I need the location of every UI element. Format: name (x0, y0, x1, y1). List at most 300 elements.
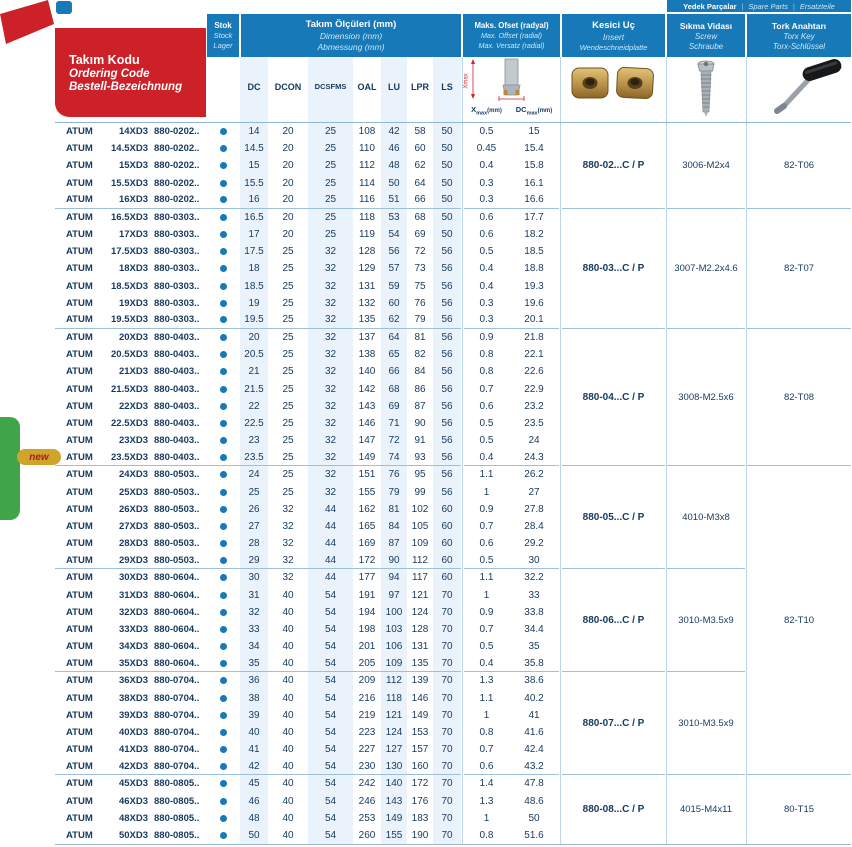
dim-value-cell: 19.6 (524, 297, 544, 309)
tool-size: 14.5XD3 (111, 143, 148, 155)
dim-value-cell: 140 (385, 778, 403, 790)
dim-value-cell: 17.5 (244, 246, 264, 258)
table-body (55, 122, 851, 845)
stock-cell (207, 243, 240, 260)
dim-value-cell: 54 (324, 623, 337, 635)
dim-value-cell: 30 (509, 552, 559, 569)
blue-corner-chip (56, 1, 72, 14)
tool-order-code: 880-0604.. (154, 641, 200, 653)
dim-value-cell: 0.45 (476, 143, 497, 155)
tool-order-code: 880-0202.. (154, 177, 200, 189)
offset-label-tr: Maks. Ofset (radyal) (474, 21, 549, 30)
dim-value-cell: 70 (441, 692, 453, 704)
dim-value-cell: 25 (282, 297, 294, 309)
stock-dot (220, 489, 227, 496)
dim-value-cell: 216 (358, 692, 376, 704)
dim-value-cell: 26 (248, 503, 260, 515)
tool-size: 39XD3 (118, 709, 148, 721)
dim-value-cell: 35 (528, 641, 540, 653)
tool-brand: ATUM (66, 417, 93, 429)
dim-value-cell: 68 (414, 211, 426, 223)
stock-dot (220, 540, 227, 547)
dim-value-cell: 70 (441, 623, 453, 635)
dim-value-cell: 149 (385, 812, 403, 824)
tool-brand: ATUM (66, 744, 93, 756)
dim-value-cell: 62 (414, 160, 426, 172)
dim-value-cell: 57 (388, 263, 400, 275)
dim-value-cell: 0.8 (479, 366, 494, 378)
dim-col-label-lu: LU (388, 82, 400, 92)
dim-value-cell: 132 (358, 297, 376, 309)
dim-value-cell: 131 (411, 641, 429, 653)
tool-brand: ATUM (66, 503, 93, 515)
dim-value-cell: 56 (441, 349, 453, 361)
stock-cell (207, 741, 240, 758)
dim-value-cell: 25 (282, 349, 294, 361)
dim-value-cell: 32 (268, 552, 308, 569)
dim-value-cell: 119 (359, 229, 375, 241)
tool-name-cell (55, 569, 207, 586)
dim-value-cell: 15 (528, 126, 540, 138)
stock-cell (207, 363, 240, 380)
stock-cell (207, 758, 240, 775)
tool-name-cell (55, 689, 207, 706)
dim-value-cell: 44 (324, 572, 337, 584)
tool-brand: ATUM (66, 469, 93, 481)
tool-name-cell (55, 621, 207, 638)
dim-value-cell: 23.2 (524, 400, 544, 412)
tool-order-code: 880-0704.. (154, 709, 200, 721)
dim-value-cell: 138 (358, 349, 376, 361)
stock-cell (207, 277, 240, 294)
dim-value-cell: 32 (324, 297, 337, 309)
dim-value-cell: 54 (324, 829, 337, 841)
dim-value-cell: 19.5 (240, 312, 268, 329)
dim-value-cell: 34.4 (524, 623, 544, 635)
dim-value-cell: 60 (441, 538, 453, 550)
tool-name-cell (55, 672, 207, 689)
dim-value-cell: 70 (441, 589, 453, 601)
dim-value-cell: 91 (414, 435, 426, 447)
dim-value-cell: 50 (528, 812, 540, 824)
tool-size: 15.5XD3 (111, 177, 148, 189)
dim-value-cell: 149 (411, 709, 429, 721)
dim-value-cell: 27.8 (524, 503, 544, 515)
stock-cell (207, 501, 240, 518)
dim-value-cell: 20 (282, 143, 294, 155)
dim-value-cell: 131 (358, 280, 376, 292)
dim-value-cell: 0.5 (479, 435, 494, 447)
dim-value-cell: 70 (441, 726, 453, 738)
dim-value-cell: 20 (282, 177, 294, 189)
dim-value-cell: 0.3 (464, 312, 509, 329)
insert-code-cell: 880-07...C / P (562, 672, 665, 775)
dim-value-cell: 50 (441, 211, 453, 223)
tool-order-code: 880-0805.. (154, 812, 200, 824)
tool-brand: ATUM (66, 554, 93, 566)
dim-value-cell: 102 (411, 503, 429, 515)
stock-dot (220, 162, 227, 169)
torx-code-cell: 80-T15 (783, 804, 815, 816)
insert-image (562, 58, 665, 120)
dim-value-cell: 25 (282, 263, 294, 275)
screw-label-tr: Sıkma Vidası (679, 20, 733, 31)
insert-code-cell: 880-02...C / P (562, 123, 665, 209)
dim-value-cell: 44 (324, 503, 337, 515)
tool-order-code: 880-0403.. (154, 349, 200, 361)
dim-value-cell: 54 (324, 726, 337, 738)
dim-value-cell: 69 (414, 229, 426, 241)
insert-label-en: Insert (602, 31, 625, 42)
tool-size: 23XD3 (118, 435, 148, 447)
dim-col-label-lpr: LPR (411, 82, 429, 92)
dim-col-label-dcon: DCON (274, 82, 302, 92)
stock-cell (207, 174, 240, 191)
tool-size: 25XD3 (118, 486, 148, 498)
dim-value-cell: 41 (248, 744, 260, 756)
dim-value-cell: 121 (411, 589, 429, 601)
dim-value-cell: 22.1 (524, 349, 544, 361)
dim-value-cell: 32 (324, 435, 337, 447)
tool-name-cell (55, 312, 207, 329)
tool-name-cell (55, 810, 207, 827)
dim-value-cell: 32 (324, 383, 337, 395)
dim-value-cell: 40 (282, 726, 294, 738)
tool-size: 20XD3 (118, 332, 148, 344)
stock-cell (207, 466, 240, 483)
tool-size: 41XD3 (118, 744, 148, 756)
dim-value-cell: 25 (282, 417, 294, 429)
tool-brand: ATUM (66, 606, 93, 618)
dim-value-cell: 87 (388, 538, 400, 550)
tool-brand: ATUM (66, 538, 93, 550)
dim-value-cell: 25 (324, 177, 337, 189)
dim-value-cell: 183 (411, 812, 429, 824)
dim-value-cell: 117 (412, 572, 428, 584)
tool-name-cell (55, 604, 207, 621)
dim-value-cell: 23.5 (240, 449, 268, 466)
dim-value-cell: 124 (411, 606, 429, 618)
stock-dot (220, 574, 227, 581)
dim-value-cell: 112 (407, 552, 433, 569)
dim-value-cell: 48 (388, 160, 400, 172)
dim-value-cell: 42 (240, 758, 268, 775)
dim-value-cell: 25 (268, 312, 308, 329)
tool-name-cell (55, 295, 207, 312)
stock-cell (207, 398, 240, 415)
dimensions-label-de: Abmessung (mm) (317, 42, 385, 52)
dim-value-cell: 32 (282, 503, 294, 515)
dim-value-cell: 54 (324, 812, 337, 824)
stock-cell (207, 380, 240, 397)
screw-code-cell: 3006-M2x4 (667, 123, 745, 209)
tool-order-code: 880-0704.. (154, 760, 200, 772)
dim-value-cell: 106 (385, 641, 403, 653)
dim-value-cell: 0.9 (479, 503, 494, 515)
dim-value-cell: 54 (388, 229, 400, 241)
dim-value-cell: 191 (358, 589, 376, 601)
dim-value-cell: 40 (268, 758, 308, 775)
dim-value-cell: 41.6 (524, 726, 544, 738)
dim-value-cell: 253 (358, 812, 376, 824)
xmax-base: X (471, 105, 477, 114)
dim-value-cell: 1.4 (479, 778, 494, 790)
screw-header (667, 14, 745, 57)
tool-name-cell (55, 483, 207, 500)
dim-value-cell: 15.5 (244, 177, 264, 189)
torx-code-cell: 82-T06 (747, 123, 851, 209)
dim-value-cell: 157 (411, 744, 429, 756)
red-ribbon (0, 0, 60, 50)
dim-value-cell: 40 (282, 829, 294, 841)
tool-brand: ATUM (66, 795, 93, 807)
dim-value-cell: 72 (388, 435, 400, 447)
dim-value-cell: 72 (414, 246, 426, 258)
tool-size: 48XD3 (118, 812, 148, 824)
dim-value-cell: 135 (353, 312, 381, 329)
dim-value-cell: 54 (324, 589, 337, 601)
dim-value-cell: 25 (308, 192, 353, 209)
dim-value-cell: 27 (248, 520, 260, 532)
dim-value-cell: 32 (324, 486, 337, 498)
dim-value-cell: 76 (414, 297, 426, 309)
tool-brand: ATUM (66, 349, 93, 361)
dim-value-cell: 0.3 (479, 297, 494, 309)
tool-order-code: 880-0704.. (154, 692, 200, 704)
dim-value-cell: 56 (441, 332, 453, 344)
dim-value-cell: 149 (353, 449, 381, 466)
dim-value-cell: 53 (388, 211, 400, 223)
tool-order-code: 880-0604.. (154, 572, 200, 584)
dim-value-cell: 70 (441, 675, 453, 687)
stock-cell (207, 226, 240, 243)
dim-value-cell: 20 (268, 192, 308, 209)
stock-dot (220, 283, 227, 290)
tool-brand: ATUM (66, 126, 93, 138)
dim-value-cell: 17 (248, 229, 260, 241)
tool-size: 42XD3 (118, 760, 148, 772)
dim-value-cell: 32 (282, 538, 294, 550)
stock-dot (220, 403, 227, 410)
tool-order-code: 880-0303.. (154, 263, 200, 275)
stock-cell (207, 535, 240, 552)
tool-brand: ATUM (66, 314, 93, 326)
dim-value-cell: 56 (441, 469, 453, 481)
dim-value-cell: 84 (388, 520, 400, 532)
dim-value-cell: 0.8 (479, 829, 494, 841)
dim-value-cell: 143 (358, 400, 376, 412)
dim-value-cell: 48.6 (524, 795, 544, 807)
dim-value-cell: 33.8 (524, 606, 544, 618)
screw-image (667, 57, 745, 119)
dim-value-cell: 42.4 (524, 744, 544, 756)
stock-dot (220, 746, 227, 753)
dim-value-cell: 40 (282, 692, 294, 704)
stock-cell (207, 192, 240, 209)
dim-value-cell: 32 (324, 246, 337, 258)
dim-value-cell: 16.5 (244, 211, 264, 223)
dim-value-cell: 51.6 (524, 829, 544, 841)
tool-name-cell (55, 260, 207, 277)
dim-value-cell: 20 (282, 160, 294, 172)
dim-value-cell: 64 (414, 177, 426, 189)
stock-dot (220, 437, 227, 444)
stock-cell (207, 415, 240, 432)
tool-name-cell (55, 466, 207, 483)
insert-code-cell: 880-06...C / P (562, 569, 665, 672)
stock-dot (220, 214, 227, 221)
dim-value-cell: 194 (358, 606, 376, 618)
dim-value-cell: 127 (385, 744, 403, 756)
separator (793, 2, 795, 11)
dim-value-cell: 99 (414, 486, 426, 498)
dim-value-cell: 32 (324, 469, 337, 481)
dcmax-unit: (mm) (537, 108, 553, 114)
dim-value-cell: 0.3 (464, 192, 509, 209)
dim-value-cell: 28.4 (524, 520, 544, 532)
tool-name-cell (55, 775, 207, 792)
dim-col-label-oal: OAL (357, 82, 377, 92)
stock-dot (220, 248, 227, 255)
tool-brand: ATUM (66, 211, 93, 223)
tool-size: 16XD3 (118, 194, 148, 206)
dim-value-cell: 100 (385, 606, 403, 618)
torx-label-de: Torx-Schlüssel (772, 41, 826, 51)
dim-value-cell: 198 (358, 623, 376, 635)
dim-value-cell: 25 (282, 246, 294, 258)
stock-dot (220, 815, 227, 822)
screw-code-cell: 4010-M3x8 (667, 466, 745, 569)
dim-value-cell: 25 (268, 449, 308, 466)
dim-value-cell: 20 (282, 126, 294, 138)
dim-value-cell: 28 (248, 538, 260, 550)
dim-value-cell: 0.7 (479, 744, 494, 756)
dim-value-cell: 219 (358, 709, 376, 721)
dim-value-cell: 109 (381, 655, 407, 672)
dim-value-cell: 54 (324, 641, 337, 653)
dim-value-cell: 50 (441, 177, 453, 189)
dim-value-cell: 227 (358, 744, 376, 756)
dim-value-cell: 70 (441, 829, 453, 841)
dim-value-cell: 24 (248, 469, 260, 481)
stock-cell (207, 123, 240, 140)
dim-value-cell: 56 (441, 417, 453, 429)
dim-value-cell: 124 (385, 726, 403, 738)
dim-value-cell: 0.9 (479, 606, 494, 618)
tool-brand: ATUM (66, 829, 93, 841)
stock-dot (220, 128, 227, 135)
dim-value-cell: 223 (358, 726, 376, 738)
dim-value-cell: 46 (248, 795, 260, 807)
stock-cell (207, 775, 240, 792)
dim-value-cell: 1.1 (479, 572, 494, 584)
dim-value-cell: 0.5 (479, 246, 494, 258)
dim-value-cell: 40 (282, 623, 294, 635)
stock-cell (207, 827, 240, 844)
dim-value-cell: 56 (441, 400, 453, 412)
dim-value-cell: 18.2 (524, 229, 544, 241)
dim-value-cell: 201 (358, 641, 376, 653)
dim-value-cell: 38.6 (524, 675, 544, 687)
dim-value-cell: 16.1 (524, 177, 544, 189)
insert-code-cell: 880-03...C / P (562, 209, 665, 329)
tool-name-cell (55, 586, 207, 603)
dim-value-cell: 23.5 (524, 417, 544, 429)
dim-value-cell: 0.9 (479, 332, 494, 344)
dim-value-cell: 36 (248, 675, 260, 687)
tool-name-cell (55, 157, 207, 174)
tool-size: 22XD3 (118, 400, 148, 412)
dim-value-cell: 16.6 (509, 192, 559, 209)
tool-brand: ATUM (66, 229, 93, 241)
dim-value-cell: 60 (441, 520, 453, 532)
dim-col-label-dc: DC (247, 82, 261, 92)
tool-size: 20.5XD3 (111, 349, 148, 361)
dimensions-label-en: Dimension (mm) (319, 31, 383, 41)
dim-value-cell: 118 (359, 211, 375, 223)
tool-brand: ATUM (66, 280, 93, 292)
tool-size: 33XD3 (118, 623, 148, 635)
dim-value-cell: 74 (381, 449, 407, 466)
dim-value-cell: 25 (324, 211, 337, 223)
dim-value-cell: 1.1 (479, 692, 494, 704)
tool-size: 17.5XD3 (111, 246, 148, 258)
dim-value-cell: 17.7 (524, 211, 544, 223)
dim-value-cell: 66 (388, 366, 400, 378)
stock-cell (207, 140, 240, 157)
dim-value-cell: 128 (358, 246, 376, 258)
tool-name-cell (55, 363, 207, 380)
dim-value-cell: 40 (282, 589, 294, 601)
tool-size: 24XD3 (118, 469, 148, 481)
torx-code-cell: 82-T07 (747, 209, 851, 329)
tool-name-cell (55, 432, 207, 449)
dim-value-cell: 14.5 (244, 143, 264, 155)
dim-value-cell: 58 (414, 126, 426, 138)
dim-value-cell: 90 (414, 417, 426, 429)
offset-label-de: Max. Versatz (radial) (478, 41, 545, 50)
stock-dot (220, 368, 227, 375)
tool-order-code: 880-0805.. (154, 795, 200, 807)
dim-value-cell: 1.3 (479, 795, 494, 807)
stock-cell (207, 586, 240, 603)
dim-value-cell: 32 (308, 312, 353, 329)
dim-value-cell: 56 (441, 383, 453, 395)
dim-value-cell: 114 (359, 177, 375, 189)
tool-name-cell (55, 827, 207, 844)
stock-cell (207, 260, 240, 277)
dim-value-cell: 40 (282, 795, 294, 807)
dim-value-cell: 20 (248, 332, 260, 344)
dim-value-cell: 56 (433, 449, 461, 466)
dim-value-cell: 38 (248, 692, 260, 704)
dim-value-cell: 169 (358, 538, 376, 550)
dim-value-cell: 84 (414, 366, 426, 378)
dim-value-cell: 30 (248, 572, 260, 584)
dim-value-cell: 0.7 (479, 520, 494, 532)
tool-brand: ATUM (66, 572, 93, 584)
dim-value-cell: 25 (324, 126, 337, 138)
stock-dot (220, 316, 227, 323)
dim-value-cell: 82 (414, 349, 426, 361)
stock-cell (207, 295, 240, 312)
tool-brand: ATUM (66, 194, 93, 206)
dim-value-cell: 14 (248, 126, 260, 138)
dim-value-cell: 112 (359, 160, 375, 172)
dim-value-cell: 25 (324, 143, 337, 155)
tool-brand: ATUM (66, 657, 93, 669)
dim-value-cell: 46 (388, 143, 400, 155)
